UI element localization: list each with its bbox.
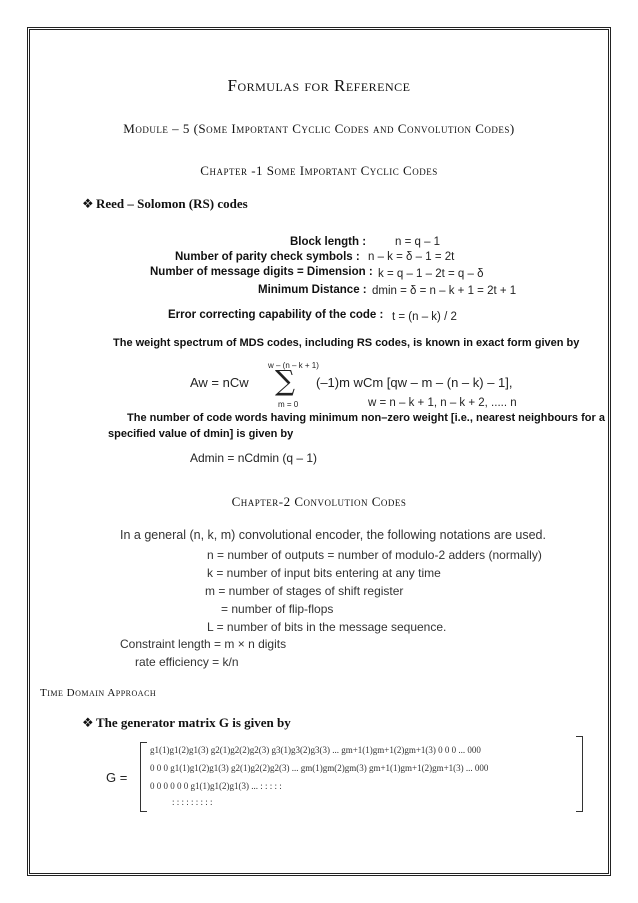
matrix-row-3: 0 0 0 0 0 0 g1(1)g1(2)g1(3) ... : : : : : [150, 781, 282, 791]
sum-upper-limit: w – (n – k + 1) [268, 361, 319, 370]
rs-bullet [82, 196, 248, 212]
matrix-g-label: G = [106, 770, 128, 785]
rs-message-label: Number of message digits = Dimension : [150, 266, 373, 278]
rs-min-distance-label: Minimum Distance : [258, 284, 367, 296]
rs-error-label: Error correcting capability of the code : [168, 309, 384, 321]
conv-k-def: k = number of input bits entering at any time [207, 566, 441, 580]
conv-m-def2: = number of flip-flops [221, 602, 334, 616]
matrix-row-2: 0 0 0 g1(1)g1(2)g1(3) g2(1)g2(2)g2(3) ... gm(1)gm(2)gm(3) gm+1(1)gm+1(2)gm+1(3) ... 000 [150, 763, 489, 773]
page-title: Formulas for Reference [227, 76, 411, 95]
rs-block-length-value: n = q – 1 [395, 236, 441, 248]
chapter1-heading: Chapter -1 Some Important Cyclic Codes [200, 163, 438, 178]
gen-bullet-label: The generator matrix G is given by [96, 715, 291, 730]
admin-formula: Admin = nCdmin (q – 1) [190, 451, 318, 465]
rs-weight-text: The weight spectrum of MDS codes, including RS codes, is known in exact form given by [113, 337, 580, 349]
conv-l-def: L = number of bits in the message sequence. [207, 620, 447, 634]
diamond-bullet-icon: ❖ [82, 715, 94, 730]
w-range: w = n – k + 1, n – k + 2, ..... n [368, 397, 517, 409]
conv-m-def: m = number of stages of shift register [205, 584, 404, 598]
summation-icon: ∑ [275, 364, 295, 397]
rs-parity-label: Number of parity check symbols : [175, 251, 360, 263]
sum-lower-limit: m = 0 [278, 400, 299, 409]
rs-block-length-label: Block length : [290, 236, 367, 248]
rs-parity-value: n – k = δ – 1 = 2t [368, 251, 455, 263]
conv-intro: In a general (n, k, m) convolutional encoder, the following notations are used. [120, 528, 546, 542]
rs-min-distance-value: dmin = δ = n – k + 1 = 2t + 1 [372, 285, 517, 297]
conv-rate-efficiency: rate efficiency = k/n [135, 655, 239, 669]
conv-constraint-length: Constraint length = m × n digits [120, 637, 287, 651]
nn-text-line2: specified value of dmin] is given by [108, 428, 294, 440]
time-domain-heading: Time Domain Approach [40, 687, 157, 699]
matrix-right-bracket [576, 736, 583, 812]
nn-text-line1: The number of code words having minimum non–zero weight [i.e., nearest neighbours for a [127, 412, 605, 424]
rs-error-value: t = (n – k) / 2 [392, 311, 457, 323]
module-heading: Module – 5 (Some Important Cyclic Codes and Convolution Codes) [123, 121, 515, 136]
rs-message-value: k = q – 1 – 2t = q – δ [378, 268, 484, 280]
matrix-row-1: g1(1)g1(2)g1(3) g2(1)g2(2)g2(3) g3(1)g3(2)g3(3) ... gm+1(1)gm+1(2)gm+1(3) 0 0 0 ... 000 [150, 745, 481, 755]
rs-bullet-label: Reed – Solomon (RS) codes [96, 196, 248, 211]
chapter2-heading: Chapter-2 Convolution Codes [231, 494, 407, 509]
conv-n-def: n = number of outputs = number of modulo-2 adders (normally) [207, 548, 542, 562]
gen-bullet [82, 715, 291, 731]
aw-rhs: (–1)m wCm [qw – m – (n – k) – 1], [316, 375, 513, 390]
matrix-left-bracket [140, 742, 147, 812]
aw-lhs: Aw = nCw [190, 375, 249, 390]
matrix-row-4: : : : : : : : : : [172, 797, 213, 807]
diamond-bullet-icon: ❖ [82, 196, 94, 211]
